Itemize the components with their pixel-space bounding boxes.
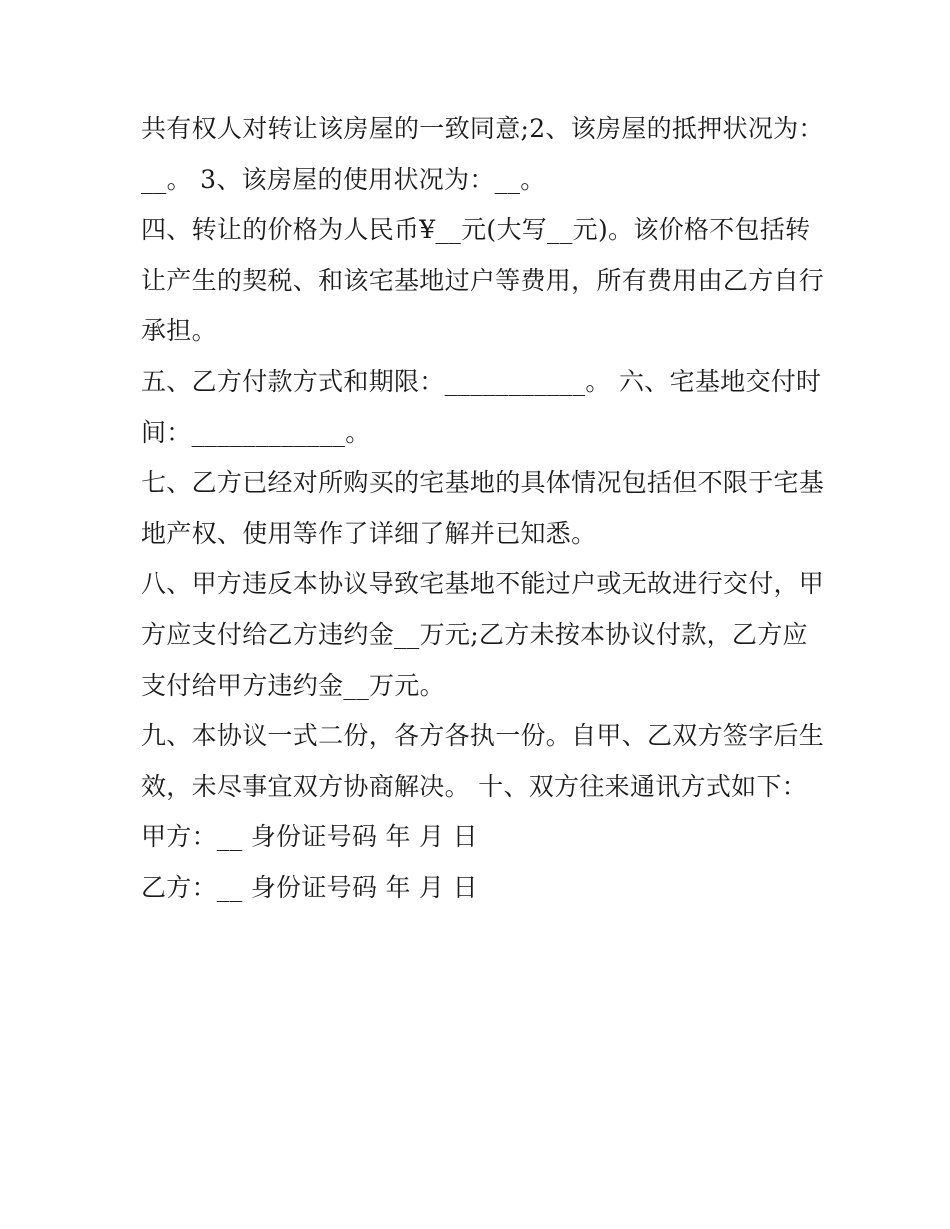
text-line: 共有权人对转让该房屋的一致同意;2、该房屋的抵押状况为：	[141, 114, 824, 143]
paragraph-continuation	[141, 104, 824, 205]
text-line: 让产生的契税、和该宅基地过户等费用，所有费用由乙方自行	[141, 265, 825, 295]
text-line: 七、乙方已经对所购买的宅基地的具体情况包括但不限于宅基	[141, 468, 825, 498]
text-line: 地产权、使用等作了详细了解并已知悉。	[141, 518, 597, 548]
text-line: 支付给甲方违约金__万元。	[141, 670, 445, 700]
text-line: 效，未尽事宜双方协商解决。 十、双方往来通讯方式如下：	[141, 771, 808, 801]
text-line: 九、本协议一式二份，各方各执一份。自甲、乙双方签字后生	[141, 721, 825, 751]
text-line: 承担。	[141, 316, 217, 346]
document-body	[141, 104, 825, 914]
paragraph-clause-7	[141, 458, 825, 559]
paragraph-clause-9-10	[141, 711, 825, 812]
text-line: 八、甲方违反本协议导致宅基地不能过户或无故进行交付，甲	[141, 569, 825, 599]
text-line: 乙方：__ 身份证号码 年 月 日	[141, 872, 478, 902]
paragraph-clause-4	[141, 205, 825, 357]
paragraph-party-a	[141, 812, 821, 863]
text-line: 四、转让的价格为人民币¥__元(大写__元)。该价格不包括转	[141, 215, 811, 245]
text-line: 甲方：__ 身份证号码 年 月 日	[141, 822, 478, 852]
paragraph-party-b	[141, 863, 821, 914]
text-line: 方应支付给乙方违约金__万元;乙方未按本协议付款，乙方应	[141, 619, 808, 649]
text-line: __。 3、该房屋的使用状况为：__。	[141, 164, 546, 194]
paragraph-clause-8	[141, 559, 825, 711]
text-line: 间：____________。	[141, 417, 371, 447]
text-line: 五、乙方付款方式和期限：___________。 六、宅基地交付时	[141, 366, 822, 396]
paragraph-clause-5-6	[141, 357, 821, 458]
